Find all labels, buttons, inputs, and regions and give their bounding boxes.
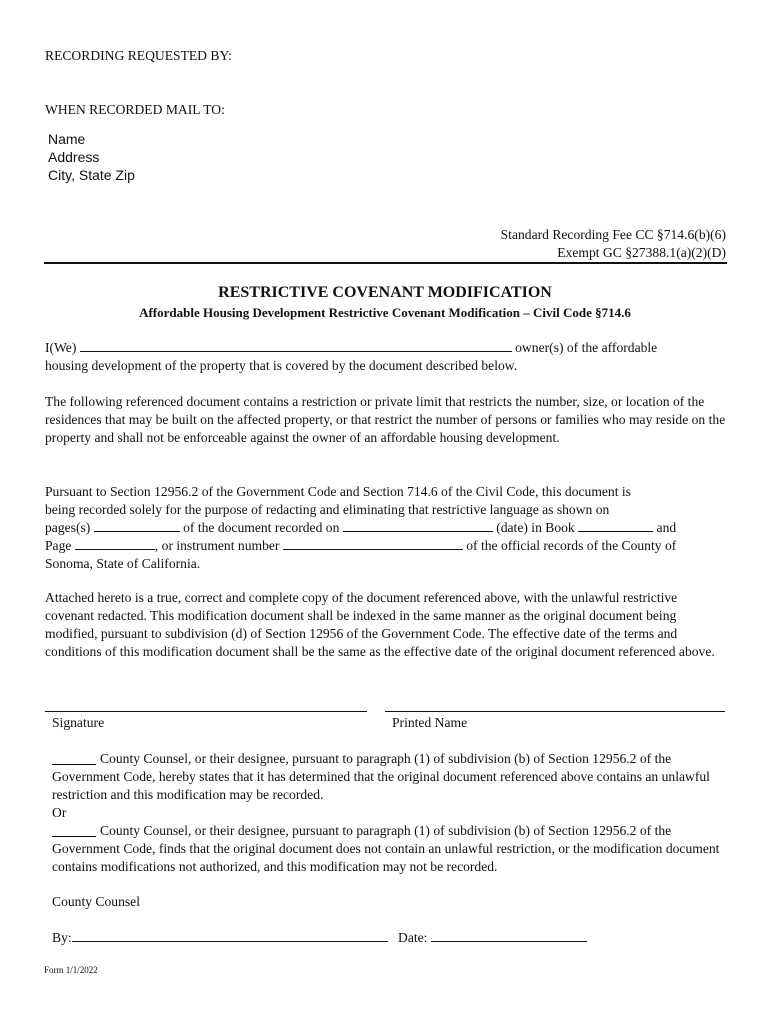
book-field[interactable] bbox=[578, 519, 653, 532]
restriction-paragraph: The following referenced document contains a restriction or private limit that restricts the number, size, or location of the residences that may be built on the affected property, or that restrict the number of persons or families who may reside on the property and shall not be enforceable against the owner of an affordable housing development. bbox=[45, 394, 726, 445]
owner-prefix: I(We) bbox=[45, 340, 77, 355]
attached-paragraph: Attached hereto is a true, correct and complete copy of the document referenced above, with the unlawful restrictive covenant redacted. This modification document shall be indexed in the same manner as the original document being modified, pursuant to subdivision (d) of Section 12956 of the Government Code. The effective date of the terms and conditions of this modification document shall be the same as the effective date of the original document referenced above. bbox=[45, 590, 715, 659]
and-label: and bbox=[656, 520, 677, 535]
date-label: Date: bbox=[398, 930, 428, 945]
of-document-label: of the document recorded on bbox=[183, 520, 340, 535]
counsel-option-1 bbox=[52, 750, 727, 804]
instrument-label: , or instrument number bbox=[154, 538, 280, 553]
fee-line-1: Standard Recording Fee CC §714.6(b)(6) bbox=[500, 227, 726, 242]
county-counsel-label: County Counsel bbox=[52, 894, 140, 909]
by-row bbox=[52, 929, 388, 947]
document-subtitle: Affordable Housing Development Restrictive Covenant Modification – Civil Code §714.6 bbox=[139, 305, 631, 320]
by-label: By: bbox=[52, 930, 72, 945]
mail-city-state-zip: City, State Zip bbox=[48, 167, 135, 183]
pursuant-line-2: being recorded solely for the purpose of redacting and eliminating that restrictive language as shown on bbox=[45, 502, 610, 517]
document-title: RESTRICTIVE COVENANT MODIFICATION bbox=[218, 284, 552, 301]
mail-address: Address bbox=[48, 149, 100, 165]
page-label: Page bbox=[45, 538, 72, 553]
by-field[interactable] bbox=[72, 929, 388, 942]
counsel-option-2-check-field[interactable] bbox=[52, 824, 96, 837]
owner-suffix: owner(s) of the affordable bbox=[515, 340, 658, 355]
signature-line[interactable] bbox=[45, 711, 367, 712]
page-field[interactable] bbox=[75, 537, 155, 550]
pursuant-line-1: Pursuant to Section 12956.2 of the Government Code and Section 714.6 of the Civil Code, this document is bbox=[45, 484, 631, 499]
recording-requested-by: RECORDING REQUESTED BY: bbox=[45, 48, 232, 63]
counsel-option-2 bbox=[52, 822, 727, 876]
or-label: Or bbox=[52, 805, 67, 820]
owner-line-2: housing development of the property that is covered by the document described below. bbox=[45, 358, 518, 373]
date-in-book-label: (date) in Book bbox=[496, 520, 575, 535]
mail-name: Name bbox=[48, 131, 86, 147]
owner-paragraph bbox=[45, 339, 727, 375]
pages-label: pages(s) bbox=[45, 520, 91, 535]
pages-field[interactable] bbox=[94, 519, 180, 532]
pursuant-line-5: Sonoma, State of California. bbox=[45, 556, 201, 571]
counsel-option-1-text: County Counsel, or their designee, pursuant to paragraph (1) of subdivision (b) of Section 12956.2 of the Government Code, hereby states that it has determined that the original document referenced above contains an unlawful restriction and this modification may be recorded. bbox=[52, 751, 710, 802]
date-field[interactable] bbox=[431, 929, 587, 942]
signature-label: Signature bbox=[52, 715, 105, 730]
form-date-label: Form 1/1/2022 bbox=[44, 965, 98, 975]
header-divider bbox=[44, 262, 727, 264]
pursuant-paragraph bbox=[45, 483, 727, 573]
date-row bbox=[398, 929, 587, 947]
printed-name-line[interactable] bbox=[385, 711, 725, 712]
recorded-date-field[interactable] bbox=[343, 519, 493, 532]
owner-name-field[interactable] bbox=[80, 339, 512, 352]
official-records-label: of the official records of the County of bbox=[466, 538, 677, 553]
fee-line-2: Exempt GC §27388.1(a)(2)(D) bbox=[557, 245, 726, 260]
instrument-number-field[interactable] bbox=[283, 537, 463, 550]
counsel-option-2-text: County Counsel, or their designee, pursuant to paragraph (1) of subdivision (b) of Section 12956.2 of the Government Code, finds that the original document does not contain an unlawful restriction, or the modification document contains modifications not authorized, and this modification may not be recorded. bbox=[52, 823, 720, 874]
counsel-option-1-check-field[interactable] bbox=[52, 752, 96, 765]
when-recorded-mail-to: WHEN RECORDED MAIL TO: bbox=[45, 102, 225, 117]
printed-name-label: Printed Name bbox=[392, 715, 468, 730]
